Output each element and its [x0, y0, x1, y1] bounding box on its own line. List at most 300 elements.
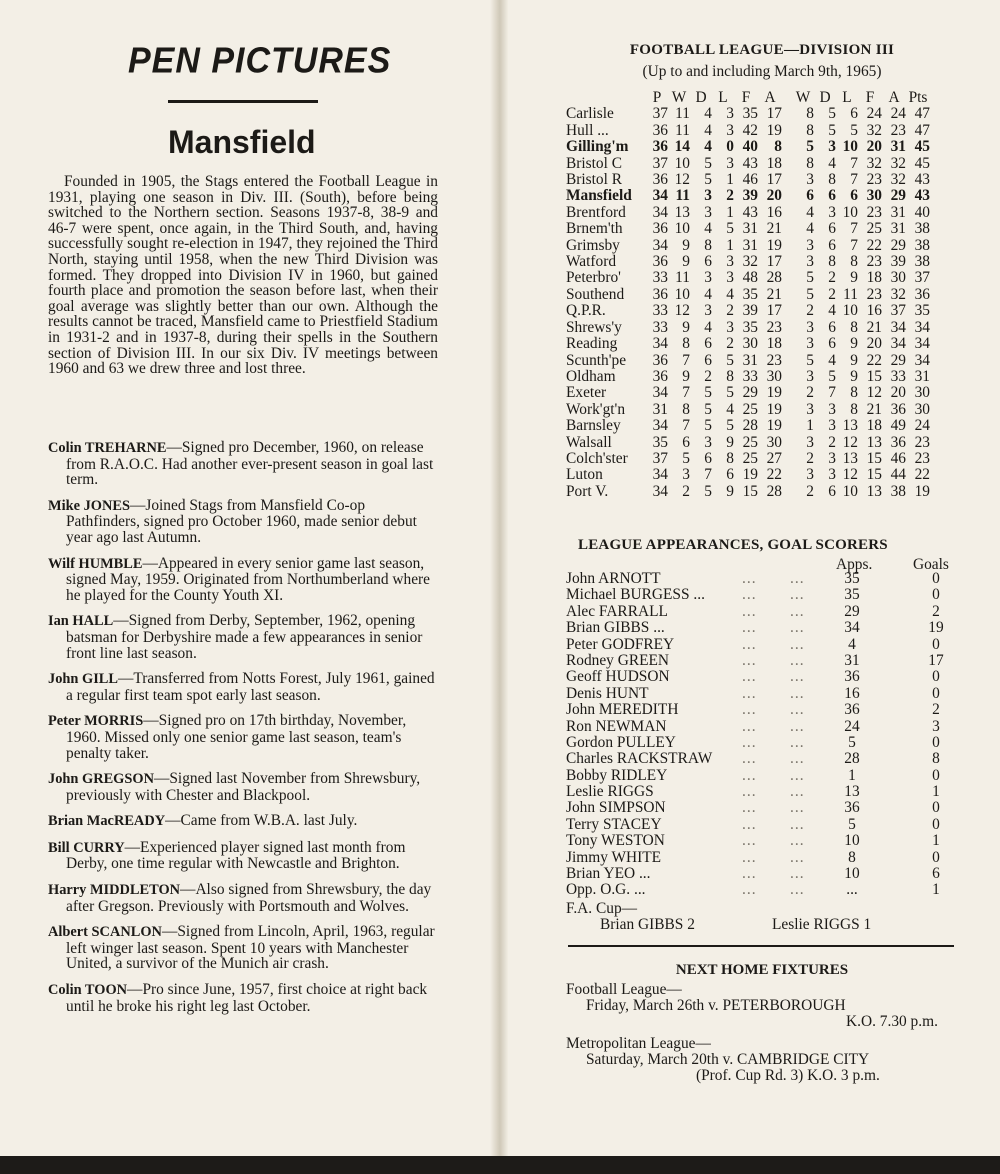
stat-cell: 3: [806, 171, 814, 189]
team-column-header: [566, 90, 646, 106]
stat-cell: 5: [726, 384, 734, 402]
stat-cell: 23: [890, 121, 906, 139]
stat-cell: 13: [842, 417, 858, 435]
league-row: [566, 254, 930, 270]
player-entry: [48, 440, 440, 488]
stat-cell: 6: [704, 449, 712, 467]
stat-cell: 3: [828, 138, 836, 156]
player-name: Albert SCANLON: [48, 924, 162, 941]
stat-cell: 4: [828, 154, 836, 172]
stat-cell: 2: [726, 187, 734, 205]
stat-cell: 21: [766, 285, 782, 303]
stat-cell: 8: [806, 121, 814, 139]
stat-cell: 20: [866, 138, 882, 156]
league-fixture-kickoff: K.O. 7.30 p.m.: [846, 1013, 938, 1030]
column-spacer: [782, 270, 792, 286]
column-header: Pts: [908, 89, 928, 106]
stat-cell: 31: [890, 203, 906, 221]
team-name: Oldham: [566, 367, 616, 385]
stat-cell: 19: [766, 121, 782, 139]
league-table: [566, 90, 930, 500]
stat-cell: 34: [652, 187, 668, 205]
stat-cell: 21: [866, 318, 882, 336]
stat-cell: 4: [704, 105, 712, 123]
team-name: Exeter: [566, 384, 607, 402]
team-name: Shrews'y: [566, 318, 622, 336]
stat-cell: 3: [828, 203, 836, 221]
player-name: John ARNOTT: [566, 570, 661, 587]
stat-cell: 38: [914, 253, 930, 271]
stat-cell: 36: [652, 121, 668, 139]
league-row: [566, 435, 930, 451]
player-name: Brian GIBBS ...: [566, 619, 665, 637]
stat-cell: 6: [828, 318, 836, 336]
stat-cell: 1: [726, 171, 734, 189]
stat-cell: 33: [652, 318, 668, 336]
league-row: [566, 188, 930, 204]
stat-cell: 1: [726, 203, 734, 221]
stat-cell: 5: [704, 171, 712, 189]
player-name: John MEREDITH: [566, 701, 679, 719]
stat-cell: 15: [866, 367, 882, 385]
stat-cell: 18: [866, 417, 882, 435]
leader-dots: ...: [790, 815, 805, 833]
leader-dots: ...: [790, 684, 805, 702]
team-name: Reading: [566, 335, 618, 353]
appearances-value: 36: [844, 668, 860, 686]
appearance-row: [566, 653, 966, 669]
stat-cell: 3: [726, 105, 734, 123]
leader-dots: ...: [790, 832, 805, 850]
stat-cell: 11: [675, 105, 690, 123]
stat-cell: 5: [828, 105, 836, 123]
column-header: A: [764, 89, 776, 106]
pen-pictures-heading: PEN PICTURES: [128, 41, 392, 81]
player-bio: —Came from W.B.A. last July.: [165, 812, 358, 830]
appearance-row: [566, 686, 966, 702]
stat-cell: 3: [726, 253, 734, 271]
stat-cell: 6: [850, 105, 858, 123]
stat-cell: 11: [675, 121, 690, 139]
player-name: Bobby RIDLEY: [566, 766, 668, 784]
leader-dots: ...: [742, 832, 757, 850]
appearances-list: [566, 571, 966, 899]
player-entry: [48, 713, 440, 761]
appearance-row: [566, 833, 966, 849]
stat-cell: 3: [828, 449, 836, 467]
leader-dots: ...: [790, 586, 805, 604]
fa-cup-label: F.A. Cup—: [566, 900, 638, 917]
stat-cell: 2: [806, 449, 814, 467]
appearance-row: [566, 571, 966, 587]
stat-cell: 5: [806, 351, 814, 369]
team-name: Scunth'pe: [566, 351, 627, 369]
player-name: Brian YEO ...: [566, 865, 651, 883]
stat-cell: 3: [704, 302, 712, 320]
league-header-row: [566, 90, 930, 106]
stat-cell: 7: [850, 236, 858, 254]
league-fixture-match: Friday, March 26th v. PETERBOROUGH: [586, 997, 846, 1014]
column-header: W: [671, 89, 687, 106]
column-spacer: [782, 402, 792, 418]
page-gutter: [490, 0, 508, 1174]
leader-dots: ...: [742, 783, 757, 801]
column-spacer: [782, 287, 792, 303]
appearance-row: [566, 850, 966, 866]
stat-cell: 39: [890, 253, 906, 271]
stat-cell: 34: [890, 335, 906, 353]
column-header: L: [718, 89, 728, 106]
stat-cell: 13: [866, 433, 882, 451]
stat-cell: 16: [766, 203, 782, 221]
stat-cell: 8: [806, 154, 814, 172]
team-name: Colch'ster: [566, 449, 628, 467]
stat-cell: 5: [726, 417, 734, 435]
stat-cell: 31: [652, 400, 668, 418]
stat-cell: 36: [890, 400, 906, 418]
stat-cell: 3: [806, 236, 814, 254]
stat-cell: 10: [674, 285, 690, 303]
stat-cell: 9: [726, 433, 734, 451]
stat-cell: 31: [914, 367, 930, 385]
player-name: Michael BURGESS ...: [566, 586, 705, 604]
stat-cell: 4: [704, 285, 712, 303]
stat-cell: 10: [842, 203, 858, 221]
appearances-value: 13: [844, 783, 860, 801]
column-spacer: [782, 484, 792, 500]
stat-cell: 10: [842, 302, 858, 320]
stat-cell: 17: [766, 302, 782, 320]
league-table-subtitle: (Up to and including March 9th, 1965): [642, 63, 882, 80]
goals-value: 6: [932, 865, 940, 883]
stat-cell: 36: [652, 138, 668, 156]
league-row: [566, 336, 930, 352]
stat-cell: 2: [726, 302, 734, 320]
stat-cell: 3: [704, 433, 712, 451]
stat-cell: 7: [850, 171, 858, 189]
league-row: [566, 484, 930, 500]
stat-cell: 43: [914, 171, 930, 189]
appearance-row: [566, 784, 966, 800]
stat-cell: 5: [704, 417, 712, 435]
stat-cell: 9: [850, 335, 858, 353]
stat-cell: 29: [890, 236, 906, 254]
leader-dots: ...: [790, 651, 805, 669]
league-row: [566, 353, 930, 369]
player-entry: [48, 771, 440, 803]
leader-dots: ...: [790, 570, 805, 587]
stat-cell: 13: [674, 203, 690, 221]
stat-cell: 5: [726, 351, 734, 369]
stat-cell: 4: [828, 302, 836, 320]
stat-cell: 20: [766, 187, 782, 205]
player-name: Wilf HUMBLE: [48, 555, 143, 572]
stat-cell: 13: [842, 449, 858, 467]
appearance-row: [566, 702, 966, 718]
stat-cell: 19: [766, 400, 782, 418]
stat-cell: 2: [704, 367, 712, 385]
stat-cell: 24: [890, 105, 906, 123]
stat-cell: 34: [914, 335, 930, 353]
stat-cell: 30: [766, 433, 782, 451]
stat-cell: 31: [890, 138, 906, 156]
player-name: Geoff HUDSON: [566, 668, 670, 686]
stat-cell: 30: [890, 269, 906, 287]
player-bio: —Experienced player signed last month from Derby, one time regular with Newcastle and Brighton.: [66, 838, 406, 873]
stat-cell: 6: [704, 253, 712, 271]
stat-cell: 40: [914, 203, 930, 221]
appearance-row: [566, 620, 966, 636]
stat-cell: 32: [866, 154, 882, 172]
league-row: [566, 467, 930, 483]
stat-cell: 6: [704, 335, 712, 353]
appearances-value: 34: [844, 619, 860, 637]
appearance-row: [566, 669, 966, 685]
leader-dots: ...: [790, 750, 805, 768]
goals-value: 2: [932, 602, 940, 620]
stat-cell: 15: [742, 482, 758, 500]
leader-dots: ...: [742, 635, 757, 653]
leader-dots: ...: [790, 635, 805, 653]
player-name: John GILL: [48, 671, 118, 688]
stat-cell: 6: [828, 482, 836, 500]
stat-cell: 45: [914, 154, 930, 172]
stat-cell: 29: [890, 187, 906, 205]
stat-cell: 1: [726, 236, 734, 254]
team-name: Mansfield: [566, 187, 632, 205]
column-spacer: [782, 205, 792, 221]
stat-cell: 24: [866, 105, 882, 123]
stat-cell: 7: [828, 384, 836, 402]
stat-cell: 2: [828, 285, 836, 303]
stat-cell: 22: [866, 236, 882, 254]
leader-dots: ...: [742, 848, 757, 866]
appearances-value: 24: [844, 717, 860, 735]
stat-cell: 4: [726, 285, 734, 303]
stat-cell: 35: [742, 318, 758, 336]
stat-cell: 6: [726, 466, 734, 484]
appearances-value: 29: [844, 602, 860, 620]
stat-cell: 23: [866, 253, 882, 271]
stat-cell: 14: [674, 138, 690, 156]
appearances-value: 1: [848, 766, 856, 784]
stat-cell: 28: [766, 482, 782, 500]
stat-cell: 39: [742, 187, 758, 205]
stat-cell: 8: [850, 253, 858, 271]
appearance-row: [566, 604, 966, 620]
stat-cell: 35: [742, 105, 758, 123]
stat-cell: 4: [704, 121, 712, 139]
league-row: [566, 221, 930, 237]
leader-dots: ...: [790, 865, 805, 883]
goals-value: 0: [932, 815, 940, 833]
stat-cell: 45: [914, 138, 930, 156]
stat-cell: 3: [828, 417, 836, 435]
stat-cell: 9: [682, 236, 690, 254]
stat-cell: 32: [890, 285, 906, 303]
stat-cell: 3: [806, 253, 814, 271]
stat-cell: 34: [914, 351, 930, 369]
stat-cell: 27: [766, 449, 782, 467]
player-name: Rodney GREEN: [566, 651, 670, 669]
stat-cell: 3: [806, 367, 814, 385]
stat-cell: 3: [682, 466, 690, 484]
goals-value: 1: [932, 783, 940, 801]
team-name: Port V.: [566, 482, 609, 500]
player-bio: —Signed from Derby, September, 1962, opening batsman for Derbyshire made a few appearances in senior front line last season.: [66, 612, 423, 662]
appearances-value: 36: [844, 701, 860, 719]
heading-rule: [168, 100, 318, 103]
stat-cell: 34: [652, 417, 668, 435]
stat-cell: 43: [914, 187, 930, 205]
stat-cell: 15: [866, 449, 882, 467]
leader-dots: ...: [742, 684, 757, 702]
league-row: [566, 139, 930, 155]
stat-cell: 30: [742, 335, 758, 353]
player-name: Charles RACKSTRAW: [566, 750, 713, 768]
appearance-row: [566, 768, 966, 784]
stat-cell: 11: [675, 187, 690, 205]
stat-cell: 9: [726, 482, 734, 500]
goals-value: 0: [932, 635, 940, 653]
stat-cell: 48: [742, 269, 758, 287]
stat-cell: 12: [842, 466, 858, 484]
stat-cell: 5: [828, 367, 836, 385]
league-row: [566, 451, 930, 467]
stat-cell: 3: [726, 318, 734, 336]
player-bio: —Signed pro on 17th birthday, November, 1960. Missed only one senior game last season, team's penalty taker.: [66, 712, 407, 762]
appearance-row: [566, 800, 966, 816]
player-name: Harry MIDDLETON: [48, 882, 181, 899]
column-header: F: [741, 89, 751, 106]
stat-cell: 6: [704, 351, 712, 369]
column-spacer: [782, 156, 792, 172]
stat-cell: 13: [866, 482, 882, 500]
stat-cell: 2: [806, 482, 814, 500]
team-name: Grimsby: [566, 236, 620, 254]
player-name: Ron NEWMAN: [566, 717, 667, 735]
stat-cell: 23: [914, 433, 930, 451]
stat-cell: 22: [766, 466, 782, 484]
appearances-value: 4: [848, 635, 856, 653]
stat-cell: 34: [652, 335, 668, 353]
leader-dots: ...: [742, 586, 757, 604]
player-bio: —Signed from Lincoln, April, 1963, regular left winger last season. Spent 10 years with Manchester United, a survivor of the Munich air crash.: [66, 923, 435, 973]
stat-cell: 5: [806, 269, 814, 287]
appearance-row: [566, 587, 966, 603]
stat-cell: 8: [774, 138, 782, 156]
player-name: Peter GODFREY: [566, 635, 675, 653]
appearance-row: [566, 882, 966, 898]
stat-cell: 33: [652, 269, 668, 287]
stat-cell: 29: [742, 384, 758, 402]
section-rule: [568, 945, 954, 947]
appearance-row: [566, 637, 966, 653]
appearance-row: [566, 735, 966, 751]
team-name: Carlisle: [566, 105, 614, 123]
goals-value: 0: [932, 684, 940, 702]
stat-cell: 2: [806, 302, 814, 320]
column-spacer: [782, 353, 792, 369]
stat-cell: 0: [726, 138, 734, 156]
player-name: Peter MORRIS: [48, 713, 144, 730]
stat-cell: 9: [850, 269, 858, 287]
team-name: Luton: [566, 466, 603, 484]
goals-value: 19: [928, 619, 944, 637]
stat-cell: 30: [866, 187, 882, 205]
column-header: L: [842, 89, 852, 106]
stat-cell: 34: [890, 318, 906, 336]
column-spacer: [782, 385, 792, 401]
stat-cell: 3: [704, 269, 712, 287]
team-name: Brnem'th: [566, 220, 623, 238]
league-row: [566, 320, 930, 336]
leader-dots: ...: [790, 717, 805, 735]
team-name: Barnsley: [566, 417, 621, 435]
stat-cell: 4: [704, 220, 712, 238]
leader-dots: ...: [742, 570, 757, 587]
stat-cell: 7: [704, 466, 712, 484]
metro-fixture-label: Metropolitan League—: [566, 1035, 711, 1052]
stat-cell: 19: [766, 384, 782, 402]
stat-cell: 36: [890, 433, 906, 451]
stat-cell: 33: [652, 302, 668, 320]
stat-cell: 32: [890, 154, 906, 172]
stat-cell: 8: [682, 335, 690, 353]
stat-cell: 19: [766, 417, 782, 435]
stat-cell: 9: [850, 367, 858, 385]
fa-cup-scorer: Leslie RIGGS 1: [772, 916, 872, 933]
leader-dots: ...: [742, 668, 757, 686]
stat-cell: 25: [742, 400, 758, 418]
leader-dots: ...: [742, 651, 757, 669]
stat-cell: 34: [652, 203, 668, 221]
stat-cell: 22: [914, 466, 930, 484]
stat-cell: 8: [850, 318, 858, 336]
stat-cell: 17: [766, 253, 782, 271]
stat-cell: 43: [742, 154, 758, 172]
appearance-row: [566, 817, 966, 833]
stat-cell: 4: [704, 138, 712, 156]
stat-cell: 18: [866, 269, 882, 287]
player-name: Terry STACEY: [566, 815, 662, 833]
leader-dots: ...: [742, 701, 757, 719]
stat-cell: 10: [842, 138, 858, 156]
club-history-paragraph: Founded in 1905, the Stags entered the Football League in 1931, playing one season in Div. III. (South), before being switched to the Northern section. Seasons 1937-8, 38-9 and 46-7 were spent, once again, in the Third South, and, having successfully sought re-election in 1947, they rejoined the Third North, staying until 1958, when the new Third Division was formed. They dropped into Division IV in 1960, but gained fourth place and promotion the season before last, when their goal average was slightly better than our own. Although the results cannot be traced, Mansfield came to Priestfield Stadium in 1931-2 and in 1937-8, during their spells in the Southern section of Division III. In our six Div. IV meetings between 1960 and 63 we drew three and lost three.: [48, 173, 438, 378]
stat-cell: 38: [890, 482, 906, 500]
player-name: Ian HALL: [48, 613, 114, 630]
goals-value: 0: [932, 766, 940, 784]
stat-cell: 35: [652, 433, 668, 451]
stat-cell: 9: [682, 253, 690, 271]
goals-value: 0: [932, 570, 940, 587]
fixtures-title: NEXT HOME FIXTURES: [675, 962, 849, 978]
player-name: Opp. O.G. ...: [566, 881, 646, 899]
stat-cell: 21: [866, 400, 882, 418]
column-spacer: [782, 467, 792, 483]
stat-cell: 6: [828, 236, 836, 254]
stat-cell: 33: [742, 367, 758, 385]
team-name: Walsall: [566, 433, 612, 451]
stat-cell: 2: [806, 384, 814, 402]
team-name: Work'gt'n: [566, 400, 626, 418]
stat-cell: 5: [726, 220, 734, 238]
stat-cell: 7: [850, 220, 858, 238]
team-name: Peterbro': [566, 269, 621, 287]
leader-dots: ...: [742, 602, 757, 620]
goals-value: 0: [932, 668, 940, 686]
column-header: P: [652, 89, 662, 106]
